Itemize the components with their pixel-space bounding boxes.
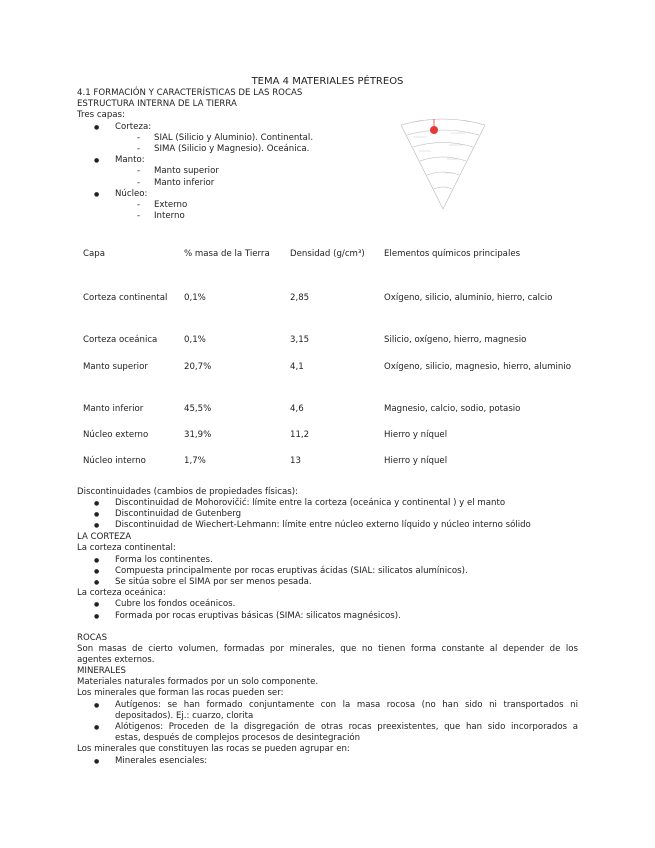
corteza-oceanica-heading: La corteza oceánica: <box>77 588 166 598</box>
table-cell: Manto inferior <box>83 404 144 414</box>
page-title: TEMA 4 MATERIALES PÉTREOS <box>251 76 404 87</box>
list-subitem: - Interno <box>154 211 185 222</box>
rocas-definition-line: Son masas de cierto volumen, formadas por minerales, que no tienen forma constante al depender de los <box>77 644 578 654</box>
table-header-cell: Elementos químicos principales <box>384 249 521 259</box>
minerales-group-intro: Los minerales que constituyen las rocas se pueden agrupar en: <box>77 744 350 754</box>
table-cell: Oxígeno, silicio, aluminio, hierro, calcio <box>384 293 553 303</box>
table-cell: Corteza continental <box>83 293 168 303</box>
layers-table <box>77 236 580 478</box>
marker-dot <box>430 126 438 134</box>
rocas-definition-line: agentes externos. <box>77 655 155 665</box>
table-cell: 11,2 <box>290 430 310 440</box>
table-cell: 45,5% <box>184 404 212 414</box>
table-cell: 0,1% <box>184 335 206 345</box>
table-cell: Hierro y níquel <box>384 456 448 466</box>
list-item: ● Discontinuidad de Mohorovičić: límite entre la corteza (oceánica y continental ) y el manto <box>115 498 505 509</box>
table-row <box>77 454 580 478</box>
list-item-continuation: estas, después de complejos procesos de desintegración <box>115 733 361 743</box>
subsection-heading: ESTRUCTURA INTERNA DE LA TIERRA <box>77 99 237 109</box>
list-subitem: - Manto superior <box>154 166 219 177</box>
table-cell-text: Oxígeno, silicio, magnesio, hierro, aluminio <box>384 362 571 372</box>
table-row <box>77 320 580 360</box>
table-cell: 2,85 <box>290 293 310 303</box>
list-item-corteza: ● Corteza: <box>115 122 151 133</box>
list-item-alotigenos: ● Alótigenos: Proceden de la disgregación de otras rocas preexistentes, que han sido incorporados a <box>115 722 578 733</box>
list-item: ● Cubre los fondos oceánicos. <box>115 599 235 610</box>
table-cell: Manto superior <box>83 362 148 372</box>
list-item: ● Discontinuidad de Wiechert-Lehmann: límite entre núcleo externo líquido y núcleo interno sólido <box>115 520 531 531</box>
table-header-cell: Capa <box>83 249 105 259</box>
minerales-definition: Materiales naturales formados por un solo componente. <box>77 677 319 687</box>
rocas-heading: ROCAS <box>77 633 108 643</box>
minerales-heading: MINERALES <box>77 666 126 676</box>
list-item-manto: ● Manto: <box>115 155 145 166</box>
table-cell: 31,9% <box>184 430 212 440</box>
table-cell: 13 <box>290 456 301 466</box>
list-item-continuation: depositados). Ej.: cuarzo, clorita <box>115 711 254 721</box>
list-item: ● Discontinuidad de Gutenberg <box>115 509 241 520</box>
table-cell: 3,15 <box>290 335 310 345</box>
table-cell: Núcleo interno <box>83 456 146 466</box>
list-item-nucleo: ● Núcleo: <box>115 189 147 200</box>
table-cell: Silicio, oxígeno, hierro, magnesio <box>384 335 527 345</box>
table-cell: Magnesio, calcio, sodio, potasio <box>384 404 521 414</box>
list-item: ● Minerales esenciales: <box>115 756 207 767</box>
list-item: ● Se sitúa sobre el SIMA por ser menos pesada. <box>115 577 312 588</box>
table-row <box>77 428 580 454</box>
list-subitem: - SIAL (Silicio y Aluminio). Continental. <box>154 133 313 144</box>
corteza-heading: LA CORTEZA <box>77 532 132 542</box>
disc-heading: Discontinuidades (cambios de propiedades físicas): <box>77 487 298 497</box>
table-cell <box>378 360 580 402</box>
table-cell: 1,7% <box>184 456 206 466</box>
table-cell: 0,1% <box>184 293 206 303</box>
list-subitem: - Manto inferior <box>154 178 214 189</box>
earth-layers-diagram-icon <box>393 113 493 213</box>
list-item: ● Forma los continentes. <box>115 555 213 566</box>
table-header-cell: % masa de la Tierra <box>184 249 270 259</box>
table-cell: Núcleo externo <box>83 430 149 440</box>
table-cell: Corteza oceánica <box>83 335 158 345</box>
minerales-intro: Los minerales que forman las rocas pueden ser: <box>77 688 284 698</box>
table-cell: 20,7% <box>184 362 212 372</box>
list-item: ● Formada por rocas eruptivas básicas (SIMA: silicatos magnésicos). <box>115 611 401 622</box>
list-subitem: - SIMA (Silicio y Magnesio). Oceánica. <box>154 144 309 155</box>
table-header-row <box>77 236 580 278</box>
table-cell: Hierro y níquel <box>384 430 448 440</box>
table-cell: 4,6 <box>290 404 304 414</box>
table-cell: 4,1 <box>290 362 304 372</box>
corteza-continental-heading: La corteza continental: <box>77 543 176 553</box>
list-item: ● Compuesta principalmente por rocas eruptivas ácidas (SIAL: silicatos alumínicos). <box>115 566 468 577</box>
table-row <box>77 278 580 320</box>
table-row <box>77 402 580 428</box>
section-heading: 4.1 FORMACIÓN Y CARACTERÍSTICAS DE LAS ROCAS <box>77 88 303 98</box>
table-row <box>77 360 580 402</box>
list-subitem: - Externo <box>154 200 187 211</box>
list-item-autigenos: ● Autígenos: se han formado conjuntamente con la masa rocosa (no han sido ni transportados ni <box>115 700 578 711</box>
table-header-cell: Densidad (g/cm³) <box>290 249 365 259</box>
intro-text: Tres capas: <box>77 110 125 120</box>
